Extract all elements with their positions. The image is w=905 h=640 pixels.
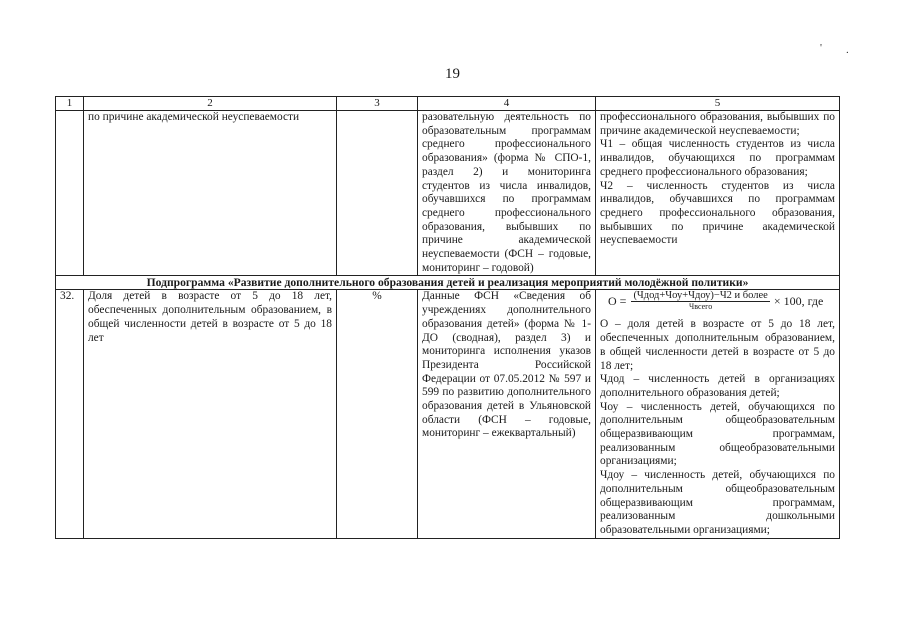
formula-numerator: (Чдод+Чоу+Чдоу)−Ч2 и более xyxy=(633,290,768,302)
column-header: 3 xyxy=(337,97,418,111)
indicators-table xyxy=(55,96,840,539)
source-cell: Данные ФСН «Сведения об учреждениях дополнительного образования детей» (форма № 1-ДО (сводная), раздел 3) и мониторинга исполнения указов Президента Российской Федерации от 07.05.2012 № 597 и 599 по развитию дополнительного образования детей в Ульяновской области (ФСН – годовые, мониторинг – ежеквартальный) xyxy=(418,290,596,538)
definition-text: Ч1 – общая численность студентов из числа инвалидов, обучающихся по программам среднего профессионального образования; xyxy=(600,138,835,178)
column-header: 2 xyxy=(84,97,337,111)
page-number: 19 xyxy=(445,66,460,82)
row-number-cell: 32. xyxy=(56,290,84,538)
row-number-cell xyxy=(56,111,84,276)
formula-fraction xyxy=(631,290,769,312)
formula-rhs: × 100, где xyxy=(773,293,824,308)
indicator-cell: Доля детей в возрасте от 5 до 18 лет, обеспеченных дополнительным образованием, в общей численности детей в возрасте от 5 до 18 лет xyxy=(84,290,337,538)
formula-lhs: О = xyxy=(608,293,627,308)
unit-cell xyxy=(337,111,418,276)
definition-text: Чдоу – численность детей, обучающихся по дополнительным общеобразовательным общеразвивающим программам, реализованным дошкольными образовательными организациями; xyxy=(600,469,835,536)
table-row xyxy=(56,111,840,276)
definition-text: О – доля детей в возрасте от 5 до 18 лет, обеспеченных дополнительным образованием, в общей численности детей в возрасте от 5 до 18 лет; xyxy=(600,318,835,372)
subprogram-row xyxy=(56,276,840,290)
scan-mark: . xyxy=(846,44,849,56)
method-cell xyxy=(596,111,840,276)
definition-text: Чоу – численность детей, обучающихся по дополнительным общеобразовательным общеразвивающим программам, реализованным общеобразовательными организациями; xyxy=(600,400,835,468)
unit-cell: % xyxy=(337,290,418,538)
source-cell: разовательную деятельность по образовательным программам среднего профессионального образования» (форма № СПО-1, раздел 2) и мониторинга студентов из числа инвалидов, обучавшихся по программам среднего профессионального образования, выбывших по причине академической неуспеваемости (ФСН – годовые, мониторинг – годовой) xyxy=(418,111,596,276)
table-row xyxy=(56,290,840,538)
column-header: 1 xyxy=(56,97,84,111)
formula-denominator: Чвсего xyxy=(689,302,713,312)
column-header: 5 xyxy=(596,97,840,111)
column-header: 4 xyxy=(418,97,596,111)
indicator-cell: по причине академической неуспеваемости xyxy=(84,111,337,276)
method-cell xyxy=(596,290,840,538)
header-row xyxy=(56,97,840,111)
formula xyxy=(608,290,835,312)
scan-mark: ' xyxy=(820,42,822,54)
definition-text: Ч2 – численность студентов из числа инвалидов, обучавшихся по программам среднего профессионального образования, выбывших по причине академической неуспеваемости xyxy=(600,179,835,247)
definition-text: Чдод – численность детей в организациях дополнительного образования детей; xyxy=(600,373,835,399)
definition-text: профессионального образования, выбывших по причине академической неуспеваемости; xyxy=(600,111,835,137)
subprogram-title: Подпрограмма «Развитие дополнительного образования детей и реализация мероприятий молодёжной политики» xyxy=(56,276,840,290)
